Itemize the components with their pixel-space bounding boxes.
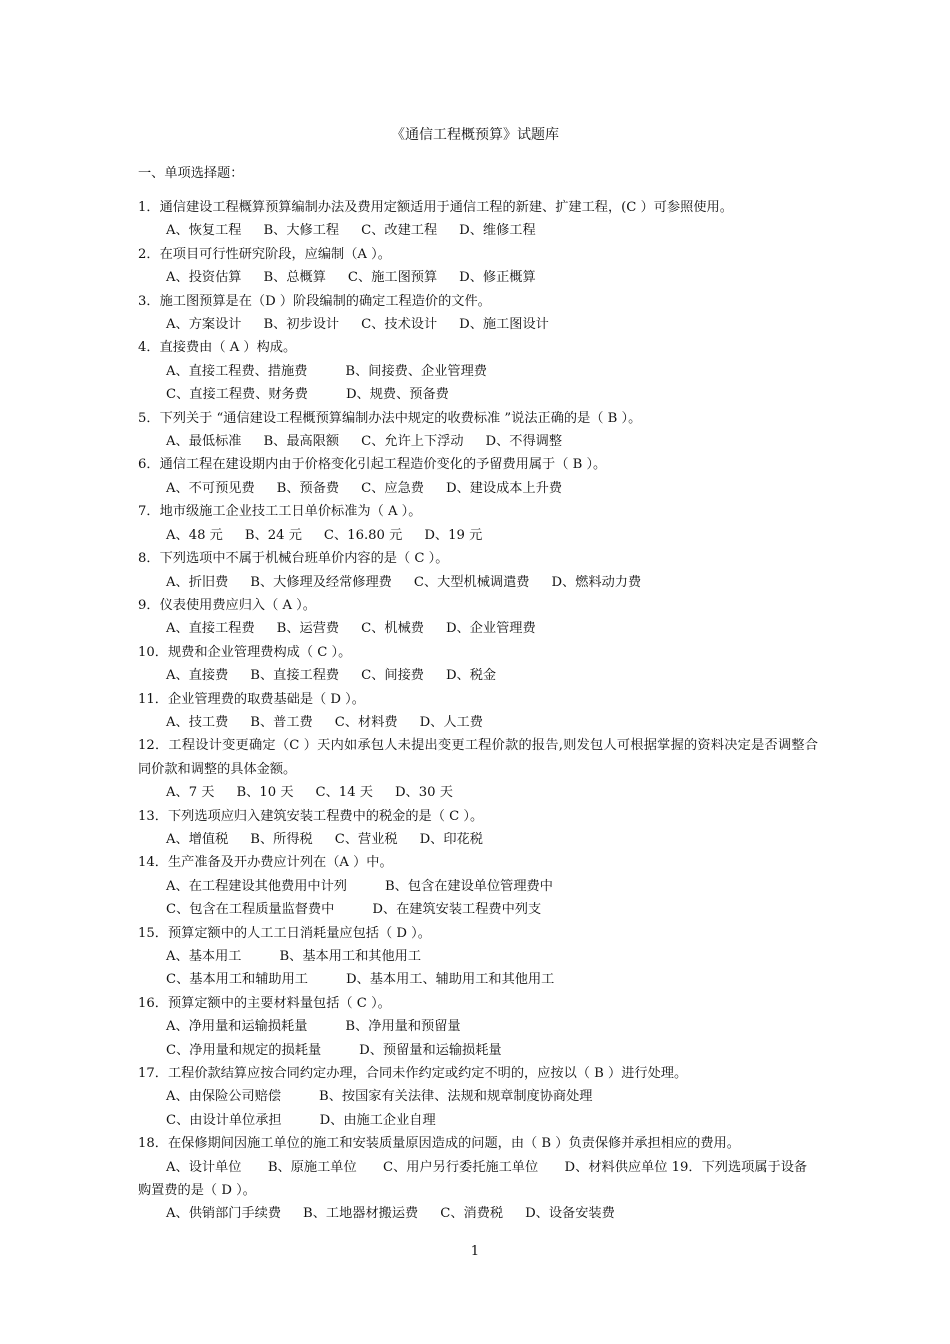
question-text: 17．工程价款结算应按合同约定办理，合同未作约定或约定不明的，应按以（ B ）进行处理。: [138, 1066, 688, 1082]
answer-option: C、允许上下浮动: [361, 434, 464, 450]
question-text: 9．仪表使用费应归入（ A ）。: [138, 597, 316, 613]
option-row: [166, 360, 818, 383]
answer-option: A、7 天: [166, 785, 215, 801]
answer-option: C、营业税: [334, 831, 398, 847]
answer-option: B、普工费: [250, 714, 313, 730]
answer-option: B、预备费: [276, 480, 340, 496]
question-text: 13．下列选项应归入建筑安装工程费中的税金的是（ C ）。: [138, 808, 484, 824]
section-heading: 一、单项选择题：: [138, 166, 244, 181]
answer-option: B、净用量和预留量: [345, 1019, 461, 1035]
option-row: [166, 828, 818, 851]
answer-option: D、施工图设计: [459, 317, 549, 333]
answer-option: C、由设计单位承担: [166, 1112, 282, 1128]
answer-option: C、间接费: [361, 668, 424, 684]
option-row: [166, 430, 818, 453]
question-text: 7．地市级施工企业技工工日单价标准为（ A ）。: [138, 504, 422, 520]
answer-option: C、14 天: [315, 785, 373, 801]
question-text: 11．企业管理费的取费基础是（ D ）。: [138, 691, 365, 707]
answer-option: D、燃料动力费: [551, 574, 642, 590]
answer-option: C、机械费: [361, 621, 424, 637]
answer-option: B、基本用工和其他用工: [279, 949, 422, 964]
question-text: 3．施工图预算是在（D ）阶段编制的确定工程造价的文件。: [138, 293, 491, 309]
option-row: [166, 1109, 818, 1132]
question-text: 18．在保修期间因施工单位的施工和安装质量原因造成的问题，由（ B ）负责保修并承担相应的费用。: [138, 1136, 740, 1152]
answer-option: D、设备安装费: [525, 1206, 615, 1222]
answer-option: B、运营费: [276, 621, 340, 637]
question-text: 4．直接费由（ A ）构成。: [138, 340, 297, 356]
option-row: [166, 617, 818, 640]
answer-option: A、供销部门手续费: [166, 1206, 282, 1222]
answer-option: A、由保险公司赔偿: [166, 1089, 282, 1105]
answer-option: B、大修工程: [263, 223, 340, 239]
answer-option: B、初步设计: [263, 317, 340, 333]
answer-option: B、24 元: [244, 527, 302, 543]
answer-option: A、投资估算: [166, 270, 242, 286]
answer-option: A、不可预见费: [166, 480, 255, 496]
answer-option: A、技工费: [166, 714, 229, 730]
option-row: [166, 219, 818, 242]
answer-option: B、包含在建设单位管理费中: [384, 878, 553, 894]
answer-option: D、基本用工、辅助用工和其他用工: [345, 972, 555, 988]
answer-option: D、19 元: [424, 527, 483, 543]
option-row: [166, 664, 818, 687]
answer-option: A、直接工程费: [166, 621, 255, 637]
option-row: [166, 266, 818, 289]
answer-option: C、直接工程费、财务费: [166, 387, 308, 403]
option-row: [166, 571, 818, 594]
answer-option: A、最低标准: [166, 434, 242, 450]
answer-option: A、直接工程费、措施费: [166, 363, 308, 379]
question-text: 8．下列选项中不属于机械台班单价内容的是（ C ）。: [138, 551, 449, 567]
answer-option: B、10 天: [236, 785, 294, 801]
answer-option: B、按国家有关法律、法规和规章制度协商处理: [319, 1089, 593, 1105]
option-row: [166, 477, 818, 500]
answer-option: D、规费、预备费: [345, 387, 449, 403]
option-row: [166, 945, 818, 968]
answer-option: A、在工程建设其他费用中计列: [166, 878, 347, 894]
answer-option: D、税金: [445, 668, 497, 684]
answer-option: A、增值税: [166, 831, 229, 847]
answer-option: B、所得税: [250, 831, 313, 847]
answer-option: D、不得调整: [485, 434, 563, 450]
question-text: 10．规费和企业管理费构成（ C ）。: [138, 644, 352, 660]
answer-option: C、净用量和规定的损耗量: [166, 1042, 322, 1058]
answer-option: C、大型机械调遣费: [413, 574, 530, 590]
answer-option: D、建设成本上升费: [445, 480, 563, 496]
answer-option: D、30 天: [394, 785, 453, 801]
document-title: 《通信工程概预算》试题库: [391, 127, 559, 143]
answer-option: C、应急费: [361, 480, 424, 496]
answer-option: A、直接费: [166, 668, 229, 684]
answer-option: D、企业管理费: [445, 621, 536, 637]
answer-option: D、印花税: [419, 831, 483, 847]
question-text: 5．下列关于 “通信建设工程概预算编制办法中规定的收费标准 ”说法正确的是（ B ）。: [138, 410, 642, 426]
answer-option: B、最高限额: [263, 434, 340, 450]
answer-option: D、维修工程: [459, 223, 536, 239]
answer-option: B、大修理及经常修理费: [250, 574, 392, 590]
question-text: 15．预算定额中的人工工日消耗量应包括（ D ）。: [138, 925, 431, 941]
answer-option: C、消费税: [440, 1206, 504, 1222]
answer-option: A、48 元: [166, 527, 223, 543]
question-text: 16．预算定额中的主要材料量包括（ C ）。: [138, 995, 391, 1011]
option-row: [166, 1202, 818, 1225]
question-list: [138, 196, 818, 1226]
option-row: [166, 875, 818, 898]
question-text: 2．在项目可行性研究阶段，应编制（A ）。: [138, 246, 391, 262]
option-row: [166, 1039, 818, 1062]
question-text: 1．通信建设工程概算预算编制办法及费用定额适用于通信工程的新建、扩建工程，(C ）可参照使用。: [138, 200, 733, 215]
page-number: 1: [470, 1244, 480, 1259]
answer-option: D、修正概算: [459, 270, 536, 286]
answer-option: B、间接费、企业管理费: [345, 363, 487, 379]
option-row: [166, 898, 818, 921]
option-row: [166, 1015, 818, 1038]
answer-option: B、直接工程费: [250, 668, 340, 684]
option-row-continued: A、设计单位 B、原施工单位 C、用户另行委托施工单位 D、材料供应单位 19．下列选项属于设备购置费的是（ D ）。: [138, 1159, 808, 1199]
option-row: [166, 313, 818, 336]
answer-option: D、在建筑安装工程费中列支: [372, 902, 542, 918]
answer-option: A、恢复工程: [166, 223, 242, 239]
answer-option: D、由施工企业自理: [319, 1112, 436, 1128]
answer-option: A、净用量和运输损耗量: [166, 1019, 308, 1035]
answer-option: A、基本用工: [166, 949, 242, 964]
answer-option: C、材料费: [334, 714, 398, 730]
option-row: [166, 968, 818, 991]
option-row: [166, 1085, 818, 1108]
answer-option: D、人工费: [419, 714, 483, 730]
question-text: 6．通信工程在建设期内由于价格变化引起工程造价变化的予留费用属于（ B ）。: [138, 457, 607, 473]
answer-option: B、总概算: [263, 270, 326, 286]
answer-option: C、改建工程: [361, 223, 438, 239]
answer-option: C、施工图预算: [347, 270, 438, 286]
question-text: 14．生产准备及开办费应计列在（A ）中。: [138, 855, 393, 871]
answer-option: C、技术设计: [361, 317, 438, 333]
answer-option: D、预留量和运输损耗量: [359, 1042, 502, 1058]
answer-option: C、包含在工程质量监督费中: [166, 902, 335, 918]
option-row: [166, 711, 818, 734]
answer-option: C、16.80 元: [323, 527, 403, 543]
option-row: [166, 781, 818, 804]
option-row: [166, 524, 818, 547]
option-row: [166, 383, 818, 406]
question-text: 12．工程设计变更确定（C ）天内如承包人未提出变更工程价款的报告,则发包人可根据掌握的资料决定是否调整合同价款和调整的具体金额。: [138, 738, 818, 777]
answer-option: B、工地器材搬运费: [303, 1206, 419, 1222]
answer-option: A、折旧费: [166, 574, 229, 590]
answer-option: C、基本用工和辅助用工: [166, 972, 308, 988]
answer-option: A、方案设计: [166, 317, 242, 333]
